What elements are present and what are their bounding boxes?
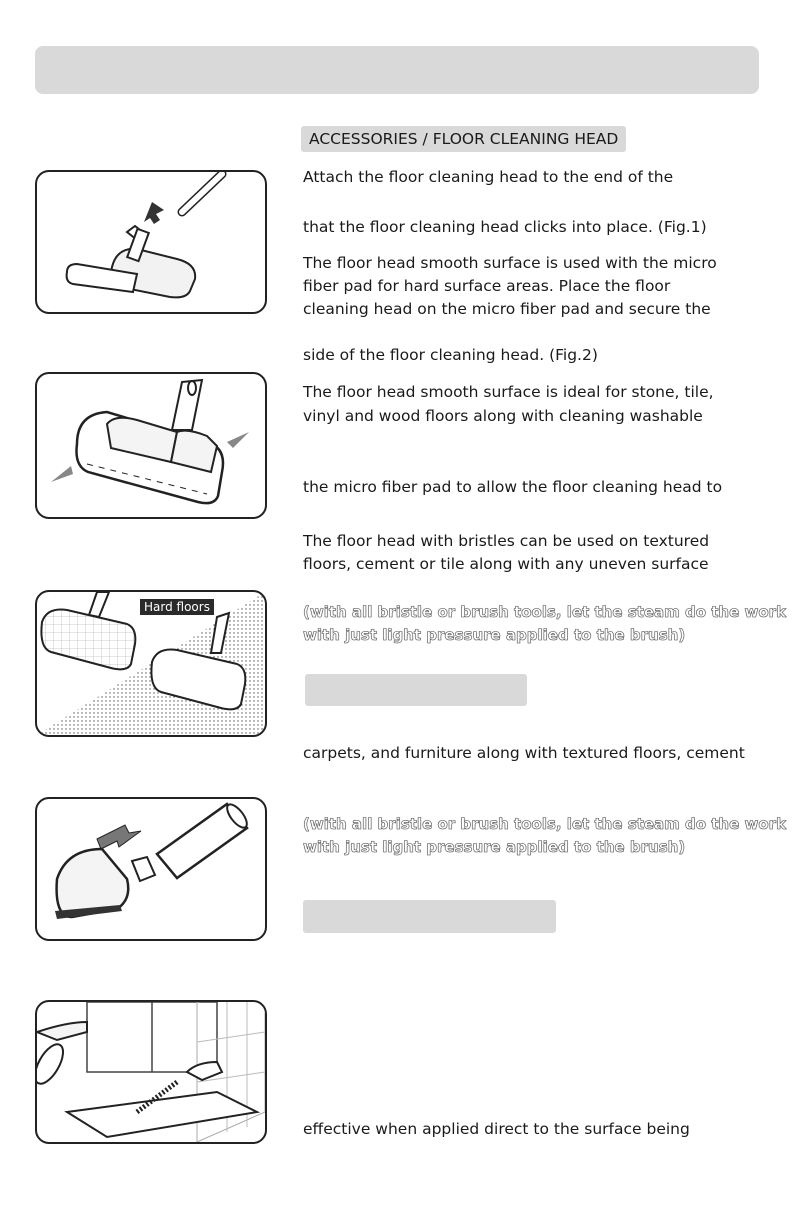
figure-hard-floors <box>35 590 267 737</box>
body-line: effective when applied direct to the surface being <box>303 1120 690 1138</box>
body-line: floors, cement or tile along with any uneven surface <box>303 555 709 573</box>
section-title-bar <box>305 674 527 706</box>
body-line: Attach the floor cleaning head to the end of the <box>303 168 674 186</box>
figure-microfiber-pad <box>35 372 267 519</box>
body-line: The floor head with bristles can be used on textured <box>303 532 710 550</box>
brush-note-line: with just light pressure applied to the brush) <box>303 838 686 856</box>
body-line: that the floor cleaning head clicks into place. (Fig.1) <box>303 218 707 236</box>
body-line: vinyl and wood floors along with cleaning washable <box>303 407 703 425</box>
body-line: The floor head smooth surface is used with the micro <box>303 254 717 272</box>
body-line: fiber pad for hard surface areas. Place the floor <box>303 277 671 295</box>
figure-attach-floor-head <box>35 170 267 314</box>
floor-head-attach-illustration <box>37 172 265 312</box>
hard-floors-label: Hard floors <box>140 599 214 615</box>
body-line: the micro fiber pad to allow the floor cleaning head to <box>303 478 723 496</box>
section-title-floor-cleaning-head: ACCESSORIES / FLOOR CLEANING HEAD <box>301 126 626 152</box>
body-line: side of the floor cleaning head. (Fig.2) <box>303 346 598 364</box>
brush-note-line: with just light pressure applied to the brush) <box>303 626 686 644</box>
brush-note-line: (with all bristle or brush tools, let the steam do the work <box>303 603 787 621</box>
figure-attach-brush-tool <box>35 797 267 941</box>
body-line: The floor head smooth surface is ideal for stone, tile, <box>303 383 714 401</box>
body-line: cleaning head on the micro fiber pad and secure the <box>303 300 711 318</box>
brush-note-line: (with all bristle or brush tools, let the steam do the work <box>303 815 787 833</box>
brush-tool-illustration <box>37 799 265 939</box>
section-title-bar <box>303 900 556 933</box>
microfiber-pad-illustration <box>37 374 265 517</box>
figure-bathroom-cleaning <box>35 1000 267 1144</box>
bathroom-cleaning-illustration <box>37 1002 265 1142</box>
header-bar <box>35 46 759 94</box>
body-line: carpets, and furniture along with textured floors, cement <box>303 744 745 762</box>
